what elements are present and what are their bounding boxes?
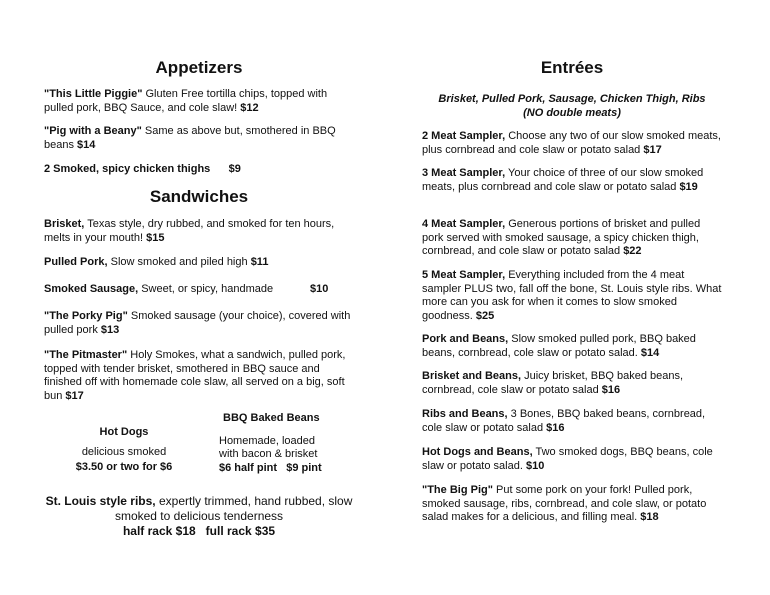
menu-item (44, 88, 354, 115)
item-desc: Two smoked dogs, BBQ beans, cole slaw or potato salad. (422, 446, 713, 472)
item-desc: Smoked sausage (your choice), covered with pulled pork (44, 310, 351, 336)
meats-line-2: (NO double meats) (523, 106, 621, 119)
menu-item (422, 218, 722, 259)
item-name: "The Big Pig" (422, 484, 493, 496)
item-desc: Sweet, or spicy, handmade (141, 283, 274, 295)
ribs-price: half rack $18 full rack $35 (122, 524, 276, 538)
item-price: $15 (146, 231, 165, 244)
item-name: "This Little Piggie" (44, 88, 143, 100)
item-price: $19 (679, 180, 698, 193)
item-desc: Slow smoked and piled high (110, 256, 248, 268)
meats-line-1: Brisket, Pulled Pork, Sausage, Chicken Thigh, Ribs (438, 93, 706, 105)
item-price: $17 (65, 389, 84, 402)
menu-item (422, 333, 722, 360)
item-price: $9 (228, 163, 241, 175)
item-price: $25 (475, 309, 495, 322)
item-name: Ribs and Beans, (422, 408, 508, 420)
item-name: 3 Meat Sampler, (422, 167, 506, 179)
item-desc: Put some pork on your fork! Pulled pork, smoked sausage, ribs, cornbread, and cole slaw, or potato salad makes for a delicious, and filling meal. (422, 484, 707, 523)
bbq-beans-title: BBQ Baked Beans (223, 412, 320, 424)
menu-item (44, 125, 354, 152)
item-desc: Gluten Free tortilla chips, topped with pulled pork, BBQ Sauce, and cole slaw! (44, 88, 328, 114)
sandwiches-title: Sandwiches (149, 187, 249, 206)
menu-item (44, 349, 354, 403)
item-name: 2 Smoked, spicy chicken thighs (44, 163, 211, 175)
item-desc: Generous portions of brisket and pulled pork served with smoked sausage, a spicy chicken thigh, cornbread, and cole slaw or potato salad (422, 218, 701, 257)
item-price: $12 (240, 101, 259, 114)
menu-item (422, 269, 722, 323)
item-name: Pork and Beans, (422, 333, 509, 345)
appetizers-title: Appetizers (155, 58, 243, 77)
item-desc: Juicy brisket, BBQ baked beans, cornbread, cole slaw or potato salad (422, 370, 684, 396)
item-price: $11 (250, 256, 269, 268)
menu-item (422, 446, 722, 473)
item-desc: Everything included from the 4 meat sampler PLUS two, fall off the bone, St. Louis style ribs. What more can you ask for when it comes to slow smoked goodness. (422, 269, 722, 322)
menu-item (44, 218, 354, 245)
menu-item (422, 167, 722, 194)
bbq-beans-price: $6 half pint $9 pint (219, 461, 322, 474)
item-name: Brisket and Beans, (422, 370, 522, 382)
item-desc: Same as above but, smothered in BBQ beans (44, 125, 336, 151)
item-price: $13 (100, 323, 120, 336)
hot-dogs-price: $3.50 or two for $6 (75, 461, 173, 473)
menu-item (44, 163, 354, 177)
item-price: $16 (601, 383, 621, 396)
item-desc: Choose any two of our slow smoked meats, plus cornbread and cole slaw or potato salad (422, 130, 721, 156)
item-name: "The Porky Pig" (44, 310, 128, 322)
item-price: $16 (546, 421, 565, 434)
menu-item (44, 283, 354, 297)
menu-item (44, 256, 354, 270)
menu-item (422, 130, 722, 157)
ribs-desc: expertly trimmed, hand rubbed, slow smoked to delicious tenderness (114, 494, 353, 523)
item-name: Smoked Sausage, (44, 283, 139, 295)
item-price: $18 (640, 511, 659, 523)
menu-item (44, 310, 354, 337)
bbq-beans-desc: Homemade, loaded (219, 434, 316, 447)
ribs-block (44, 494, 354, 539)
item-name: Hot Dogs and Beans, (422, 446, 533, 458)
entrees-title: Entrées (540, 58, 604, 77)
item-name: 5 Meat Sampler, (422, 269, 506, 281)
hot-dogs-block (44, 426, 204, 475)
item-name: "Pig with a Beany" (44, 125, 142, 137)
item-name: Pulled Pork, (44, 256, 108, 268)
menu-item (422, 408, 722, 435)
menu-item (422, 484, 722, 525)
item-name: 2 Meat Sampler, (422, 130, 506, 142)
item-price: $14 (77, 138, 96, 151)
item-desc: Texas style, dry rubbed, and smoked for ten hours, melts in your mouth! (44, 218, 335, 244)
item-price: $10 (310, 283, 329, 295)
item-desc: Your choice of three of our slow smoked meats, plus cornbread and cole slaw or potato salad (422, 167, 704, 193)
hot-dogs-desc: delicious smoked (81, 445, 167, 458)
item-desc: 3 Bones, BBQ baked beans, cornbread, cole slaw or potato salad (422, 408, 706, 434)
bbq-beans-desc-2: with bacon & brisket (219, 448, 318, 460)
item-price: $14 (640, 346, 660, 359)
ribs-name: St. Louis style ribs, (45, 494, 156, 508)
item-desc: Holy Smokes, what a sandwich, pulled pork, topped with tender brisket, smothered in BBQ sauce and finished off with homemade cole slaw, all served on a big, soft bun (44, 349, 346, 402)
item-name: "The Pitmaster" (44, 349, 128, 361)
item-price: $22 (623, 245, 642, 257)
item-price: $17 (643, 143, 662, 156)
item-name: Brisket, (44, 218, 85, 230)
bbq-beans-block (219, 412, 349, 475)
menu-item (422, 370, 722, 397)
item-desc: Slow smoked pulled pork, BBQ baked beans, cornbread, cole slaw or potato salad. (422, 333, 696, 359)
item-name: 4 Meat Sampler, (422, 218, 506, 230)
hot-dogs-title: Hot Dogs (99, 426, 149, 438)
meats-note (422, 93, 722, 120)
item-price: $10 (525, 459, 545, 472)
